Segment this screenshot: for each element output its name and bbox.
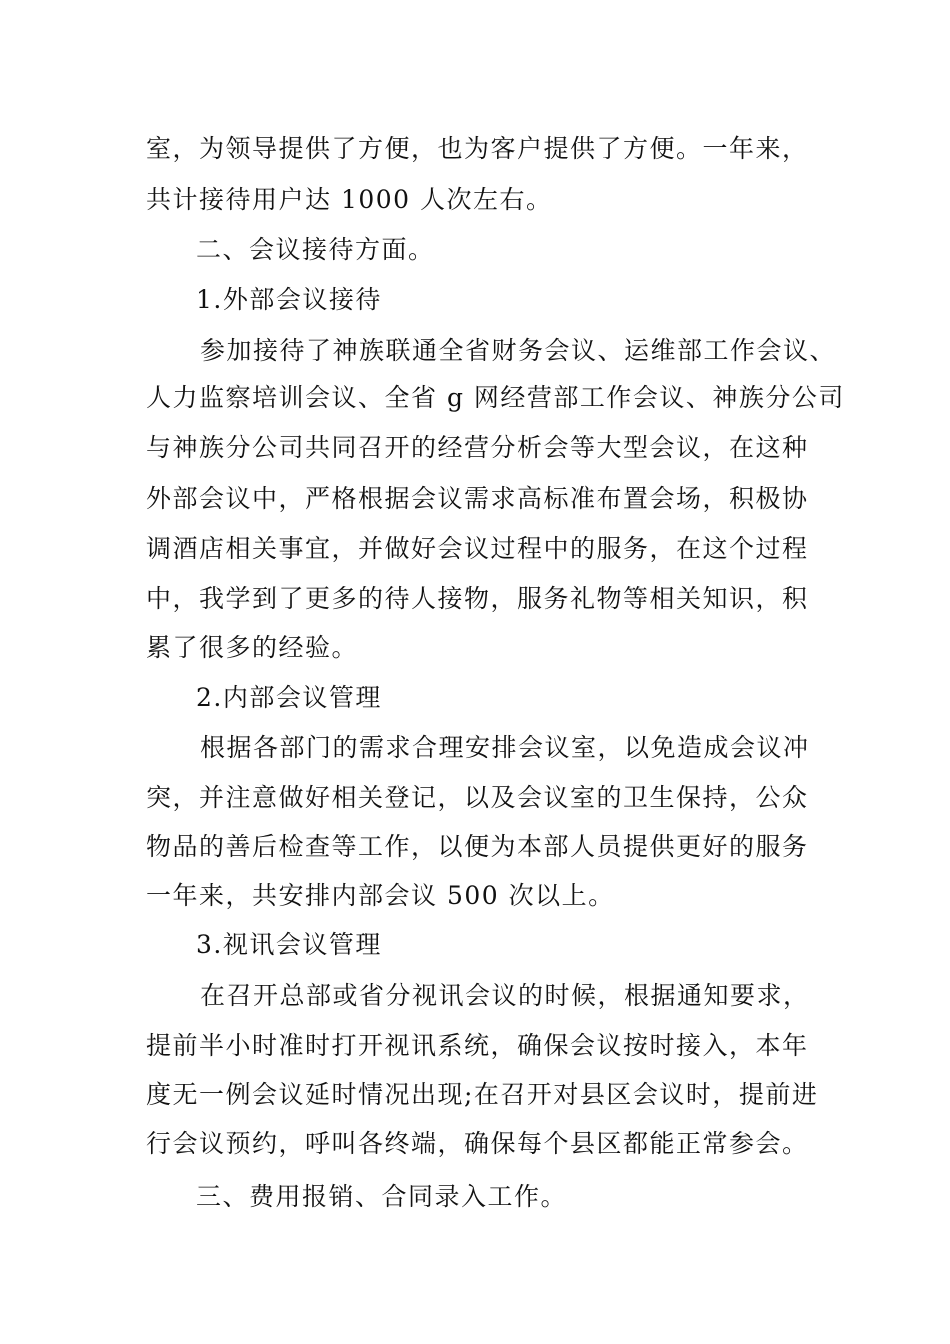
text-line: 中，我学到了更多的待人接物，服务礼物等相关知识，积 [146, 584, 809, 613]
text-line: 外部会议中，严格根据会议需求高标准布置会场，积极协 [146, 484, 809, 513]
text-line: 室，为领导提供了方便，也为客户提供了方便。一年来， [146, 134, 809, 163]
text-line: 行会议预约，呼叫各终端，确保每个县区都能正常参会。 [146, 1129, 809, 1158]
section-heading: 三、费用报销、合同录入工作。 [196, 1182, 568, 1211]
text-line: 参加接待了神族联通全省财务会议、运维部工作会议、 [200, 336, 837, 365]
text-line: 在召开总部或省分视讯会议的时候，根据通知要求， [200, 981, 810, 1010]
text-line: 一年来，共安排内部会议 500 次以上。 [146, 881, 615, 910]
text-line: 调酒店相关事宜，并做好会议过程中的服务，在这个过程 [146, 534, 809, 563]
text-line: 累了很多的经验。 [146, 633, 359, 662]
text-line: 人力监察培训会议、全省 g 网经营部工作会议、神族分公司 [146, 383, 845, 412]
text-line: 度无一例会议延时情况出现;在召开对县区会议时，提前进 [146, 1080, 819, 1109]
text-line: 与神族分公司共同召开的经营分析会等大型会议，在这种 [146, 433, 809, 462]
subsection-heading: 3.视讯会议管理 [196, 930, 382, 959]
text-line: 共计接待用户达 1000 人次左右。 [146, 185, 553, 214]
subsection-heading: 1.外部会议接待 [196, 285, 382, 314]
text-line: 提前半小时准时打开视讯系统，确保会议按时接入，本年 [146, 1031, 809, 1060]
text-line: 物品的善后检查等工作，以便为本部人员提供更好的服务 [146, 832, 809, 861]
subsection-heading: 2.内部会议管理 [196, 683, 382, 712]
section-heading: 二、会议接待方面。 [196, 235, 435, 264]
text-line: 根据各部门的需求合理安排会议室，以免造成会议冲 [200, 733, 810, 762]
text-line: 突，并注意做好相关登记，以及会议室的卫生保持，公众 [146, 783, 809, 812]
